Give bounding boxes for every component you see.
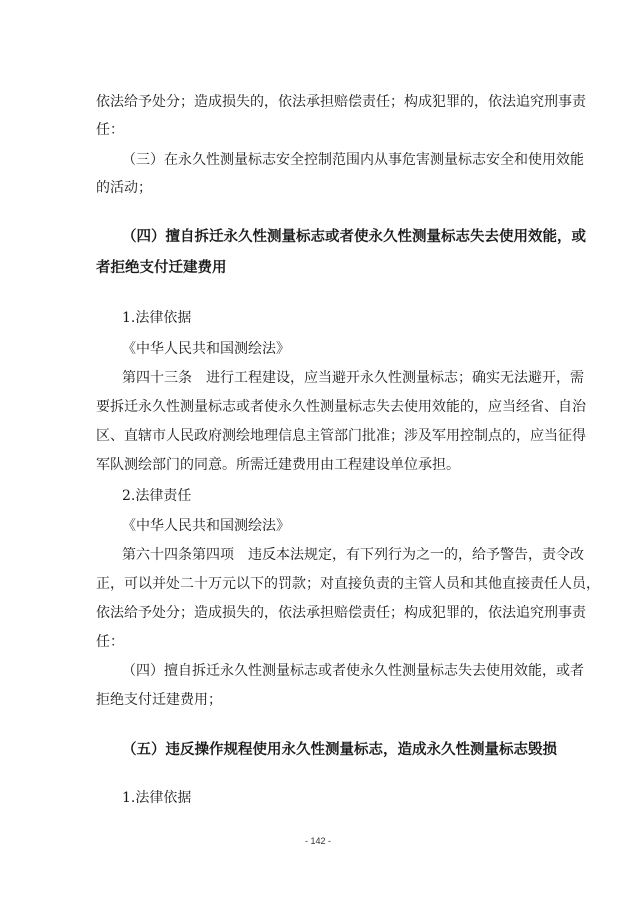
- article-43-line: 要拆迁永久性测量标志或者使永久性测量标志失去使用效能的，应当经省、自治: [96, 399, 586, 415]
- section-heading-4: （四）擅自拆迁永久性测量标志或者使永久性测量标志失去使用效能，或: [122, 229, 586, 245]
- law-title: 《中华人民共和国测绘法》: [122, 341, 290, 357]
- list-item-4-line: （四）擅自拆迁永久性测量标志或者使永久性测量标志失去使用效能，或者: [122, 663, 584, 679]
- section-heading-4: 者拒绝支付迁建费用: [96, 260, 227, 276]
- paragraph-line: 任：: [96, 122, 124, 138]
- article-43-line: 军队测绘部门的同意。所需迁建费用由工程建设单位承担。: [96, 457, 460, 473]
- list-item-3-line: （三）在永久性测量标志安全控制范围内从事危害测量标志安全和使用效能: [122, 152, 584, 168]
- article-43-line: 区、直辖市人民政府测绘地理信息主管部门批准；涉及军用控制点的，应当征得: [96, 428, 586, 444]
- subheading-legal-basis: 1.法律依据: [122, 310, 192, 326]
- article-64-line: 正，可以并处二十万元以下的罚款；对直接负责的主管人员和其他直接责任人员，: [96, 576, 600, 592]
- section-heading-5: （五）违反操作规程使用永久性测量标志，造成永久性测量标志毁损: [122, 742, 557, 758]
- list-item-4-line: 拒绝支付迁建费用；: [96, 692, 222, 708]
- paragraph-line: 依法给予处分；造成损失的，依法承担赔偿责任；构成犯罪的，依法追究刑事责: [96, 94, 586, 110]
- article-64-line: 任：: [96, 634, 124, 650]
- law-title: 《中华人民共和国测绘法》: [122, 518, 290, 534]
- page-number: - 142 -: [304, 836, 331, 846]
- article-64-line: 第六十四条第四项 违反本法规定，有下列行为之一的，给予警告，责令改: [122, 547, 584, 563]
- article-43-line: 第四十三条 进行工程建设，应当避开永久性测量标志；确实无法避开，需: [122, 370, 584, 386]
- list-item-3-line: 的活动；: [96, 180, 152, 196]
- subheading-legal-liability: 2.法律责任: [122, 488, 192, 504]
- subheading-legal-basis: 1.法律依据: [122, 790, 192, 806]
- article-64-line: 依法给予处分；造成损失的，依法承担赔偿责任；构成犯罪的，依法追究刑事责: [96, 605, 586, 621]
